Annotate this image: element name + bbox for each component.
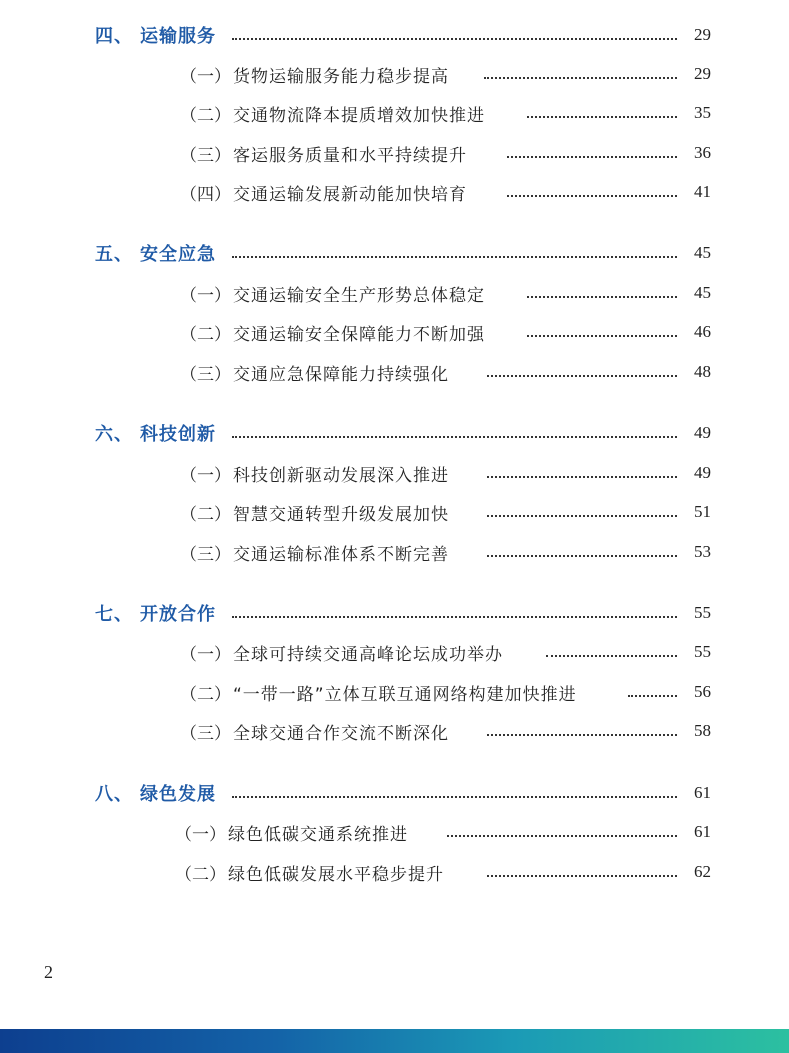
item-number: （二） xyxy=(175,864,226,885)
section-number: 四、 xyxy=(95,26,133,47)
section-page: 49 xyxy=(694,423,711,442)
item-title: 客运服务质量和水平持续提升 xyxy=(233,145,467,166)
dot-leader xyxy=(484,77,677,79)
item-number: （一） xyxy=(180,644,231,665)
footer-gradient-band xyxy=(0,1029,789,1053)
item-number: （二） xyxy=(180,105,231,126)
toc-item[interactable] xyxy=(0,98,789,128)
item-title: 货物运输服务能力稳步提高 xyxy=(233,66,449,87)
item-title: 交通运输安全生产形势总体稳定 xyxy=(233,285,485,306)
section-number: 六、 xyxy=(95,424,133,445)
section-title: 绿色发展 xyxy=(140,784,216,805)
toc-item[interactable] xyxy=(0,177,789,207)
dot-leader xyxy=(546,655,677,657)
item-number: （三） xyxy=(180,544,231,565)
section-page: 45 xyxy=(694,243,711,262)
section-title: 科技创新 xyxy=(140,424,216,445)
toc-item[interactable] xyxy=(0,716,789,746)
toc-section-8[interactable] xyxy=(0,778,789,808)
toc-item[interactable] xyxy=(0,458,789,488)
section-title: 开放合作 xyxy=(140,604,216,625)
dot-leader xyxy=(232,38,677,40)
toc-item[interactable] xyxy=(0,857,789,887)
toc-item[interactable] xyxy=(0,637,789,667)
dot-leader xyxy=(447,835,677,837)
dot-leader xyxy=(487,875,677,877)
toc-item[interactable] xyxy=(0,537,789,567)
dot-leader xyxy=(487,555,677,557)
item-number: （三） xyxy=(180,723,231,744)
section-page: 29 xyxy=(694,25,711,44)
toc-section-4[interactable] xyxy=(0,20,789,50)
item-title: 绿色低碳发展水平稳步提升 xyxy=(228,864,444,885)
item-page: 35 xyxy=(694,103,711,122)
dot-leader xyxy=(487,515,677,517)
toc-item[interactable] xyxy=(0,497,789,527)
item-page: 62 xyxy=(694,862,711,881)
item-page: 36 xyxy=(694,143,711,162)
toc-item[interactable] xyxy=(0,138,789,168)
section-number: 八、 xyxy=(95,784,133,805)
dot-leader xyxy=(527,296,677,298)
item-title: 智慧交通转型升级发展加快 xyxy=(233,504,449,525)
item-number: （一） xyxy=(175,824,226,845)
dot-leader xyxy=(232,256,677,258)
section-number: 五、 xyxy=(95,244,133,265)
dot-leader xyxy=(232,436,677,438)
item-title: 交通运输安全保障能力不断加强 xyxy=(233,324,485,345)
item-page: 53 xyxy=(694,542,711,561)
toc-item[interactable] xyxy=(0,278,789,308)
item-number: （三） xyxy=(180,364,231,385)
item-number: （二） xyxy=(180,324,231,345)
item-number: （二） xyxy=(180,504,231,525)
toc-item[interactable] xyxy=(0,317,789,347)
item-title: 全球交通合作交流不断深化 xyxy=(233,723,449,744)
item-title: 交通运输发展新动能加快培育 xyxy=(233,184,467,205)
item-page: 51 xyxy=(694,502,711,521)
item-title: “一带一路”立体互联互通网络构建加快推进 xyxy=(233,684,577,705)
item-number: （二） xyxy=(180,684,231,705)
item-title: 绿色低碳交通系统推进 xyxy=(228,824,408,845)
item-page: 56 xyxy=(694,682,711,701)
toc-item[interactable] xyxy=(0,59,789,89)
toc-item[interactable] xyxy=(0,817,789,847)
toc-section-5[interactable] xyxy=(0,238,789,268)
page-number: 2 xyxy=(44,962,53,982)
dot-leader xyxy=(487,734,677,736)
item-title: 交通物流降本提质增效加快推进 xyxy=(233,105,485,126)
toc-item[interactable] xyxy=(0,357,789,387)
item-title: 全球可持续交通高峰论坛成功举办 xyxy=(233,644,503,665)
item-page: 49 xyxy=(694,463,711,482)
dot-leader xyxy=(507,156,677,158)
item-page: 45 xyxy=(694,283,711,302)
item-number: （三） xyxy=(180,145,231,166)
item-title: 交通应急保障能力持续强化 xyxy=(233,364,449,385)
dot-leader xyxy=(487,375,677,377)
toc-section-7[interactable] xyxy=(0,598,789,628)
item-page: 48 xyxy=(694,362,711,381)
dot-leader xyxy=(232,616,677,618)
item-number: （四） xyxy=(180,184,231,205)
section-title: 安全应急 xyxy=(140,244,216,265)
item-title: 科技创新驱动发展深入推进 xyxy=(233,465,449,486)
toc-section-6[interactable] xyxy=(0,418,789,448)
item-number: （一） xyxy=(180,66,231,87)
dot-leader xyxy=(628,695,677,697)
dot-leader xyxy=(527,335,677,337)
dot-leader xyxy=(527,116,677,118)
dot-leader xyxy=(507,195,677,197)
item-page: 55 xyxy=(694,642,711,661)
item-number: （一） xyxy=(180,285,231,306)
item-page: 41 xyxy=(694,182,711,201)
item-page: 61 xyxy=(694,822,711,841)
section-number: 七、 xyxy=(95,604,133,625)
item-page: 29 xyxy=(694,64,711,83)
section-title: 运输服务 xyxy=(140,26,216,47)
item-page: 58 xyxy=(694,721,711,740)
item-number: （一） xyxy=(180,465,231,486)
section-page: 55 xyxy=(694,603,711,622)
dot-leader xyxy=(487,476,677,478)
item-page: 46 xyxy=(694,322,711,341)
item-title: 交通运输标准体系不断完善 xyxy=(233,544,449,565)
dot-leader xyxy=(232,796,677,798)
section-page: 61 xyxy=(694,783,711,802)
toc-item[interactable] xyxy=(0,677,789,707)
